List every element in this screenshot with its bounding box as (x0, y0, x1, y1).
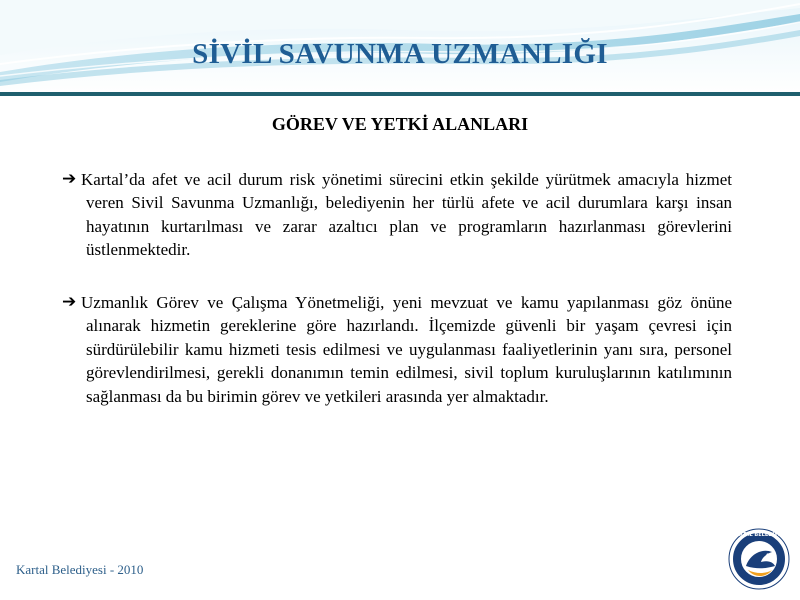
header-banner (0, 0, 800, 96)
bullet-paragraph-2 (62, 291, 732, 408)
bullet-paragraph-1 (62, 168, 732, 262)
footer-text: Kartal Belediyesi - 2010 (16, 562, 144, 577)
arrow-right-icon: ➔ (62, 292, 77, 312)
logo-text: KARTAL BELEDİYESİ (731, 532, 787, 538)
paragraph-text: Uzmanlık Görev ve Çalışma Yönetmeliği, yeni mevzuat ve kamu yapılanması göz önüne alınarak hizmetin gereklerine göre hazırlandı. İlçemizde güvenli bir yaşam çevresi için sürdürülebilir kamu hizmeti tesis edilmesi ve uygulanması faaliyetlerinin yanı sıra, personel görevlendirilmesi, gerekli donanımın temin edilmesi, sivil toplum kuruluşlarının katılımının sağlanması da bu birimin görev ve yetkileri arasında yer almaktadır. (81, 293, 732, 406)
arrow-right-icon: ➔ (62, 169, 77, 189)
slide-title: SİVİL SAVUNMA UZMANLIĞI (192, 38, 608, 70)
header-divider (0, 92, 800, 96)
paragraph-text: Kartal’da afet ve acil durum risk yönetimi sürecini etkin şekilde yürütmek amacıyla hizmet veren Sivil Savunma Uzmanlığı, belediyenin her türlü afete ve acil durumlara karşı insan hayatının kurtarılması ve zarar azaltıcı plan ve programların hazırlanması görevlerini üstlenmektedir. (81, 170, 732, 260)
kartal-belediyesi-logo (728, 528, 790, 590)
section-subtitle: GÖREV VE YETKİ ALANLARI (271, 114, 529, 134)
